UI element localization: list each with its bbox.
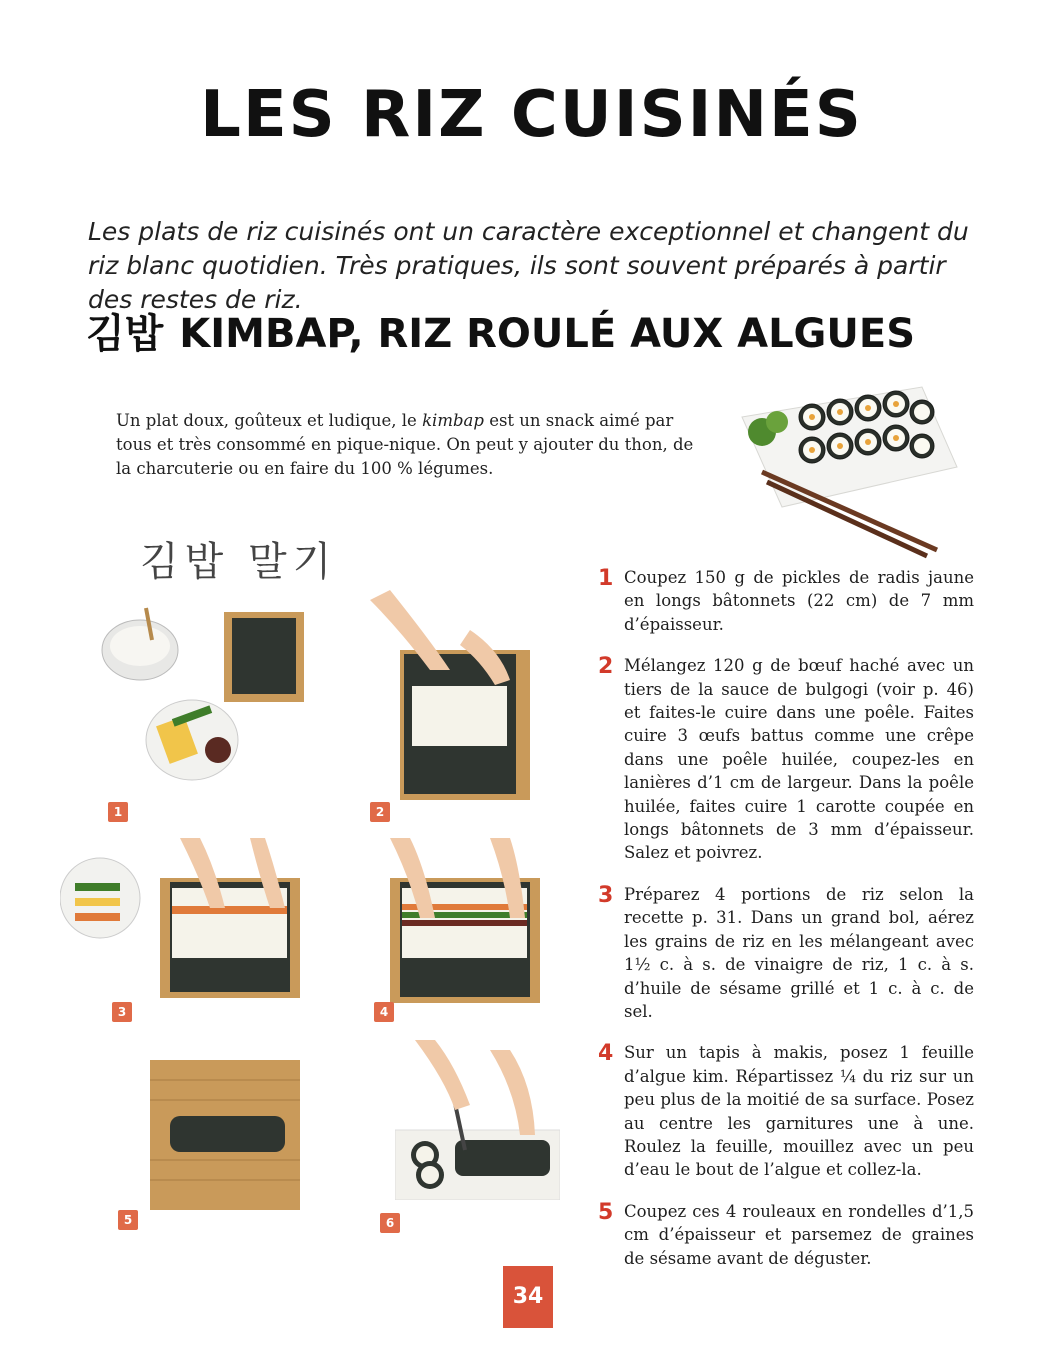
step-number: 3 [598, 882, 614, 908]
page-title: LES RIZ CUISINÉS [200, 78, 863, 152]
recipe-lead [116, 409, 696, 481]
recipe-step [598, 1200, 974, 1270]
step-text: Préparez 4 portions de riz selon la recette p. 31. Dans un grand bol, aérez les grains de riz en les mélangeant avec 1½ c. à s. de vinaigre de riz, 1 c. à s. d’huile de sésame grillé et 1 c. à c. de sel. [624, 884, 974, 1021]
recipe-step [598, 654, 974, 865]
page-number: 34 [503, 1266, 553, 1328]
recipe-title [86, 302, 986, 359]
recipe-title-korean: 김밥 [86, 311, 164, 357]
step-text: Coupez 150 g de pickles de radis jaune en longs bâtonnets (22 cm) de 7 mm d’épaisseur. [624, 568, 974, 634]
seaweed-sheet-illustration [224, 612, 304, 702]
recipe-step [598, 1041, 974, 1181]
intro-text: Les plats de riz cuisinés ont un caractère exceptionnel et changent du riz blanc quotidien. Très pratiques, ils sont souvent préparés à partir des restes de riz. [88, 217, 969, 314]
step-text: Coupez ces 4 rouleaux en rondelles d’1,5 cm d’épaisseur et parsemez de graines de sésame avant de déguster. [624, 1201, 974, 1268]
ingredients-illustration [100, 600, 240, 800]
step-badge-4: 4 [374, 1002, 394, 1022]
step-text: Sur un tapis à makis, posez 1 feuille d’algue kim. Répartissez ¼ du riz sur un peu plus de la moitié de sa surface. Posez au centre les garnitures une à une. Roulez la feuille, mouillez avec un peu d’eau le bout de l’algue et collez-la. [624, 1043, 974, 1180]
adding-fillings-illustration [60, 838, 300, 1008]
step-number: 4 [598, 1041, 614, 1067]
step-badge-3: 3 [112, 1002, 132, 1022]
step-number: 1 [598, 566, 614, 591]
step-badge-6: 6 [380, 1213, 400, 1233]
recipe-step [598, 883, 974, 1023]
lead-emphasis: kimbap [422, 410, 484, 430]
lead-text-2: est un snack aimé par tous et très consommé en pique-nique. On peut y ajouter du thon, de la charcuterie ou en faire du 100 % légumes. [116, 410, 694, 478]
slicing-illustration [395, 1040, 560, 1200]
step-badge-5: 5 [118, 1210, 138, 1230]
step-text: Mélangez 120 g de bœuf haché avec un tiers de la sauce de bulgogi (voir p. 46) et faites-le cuire dans une poêle. Faites cuire 3 œufs battus comme une crêpe dans une poêle huilée, coupez-les en lanières d’1 cm de largeur. Dans la poêle huilée, faites cuire 1 carotte coupée en longs bâtonnets de 3 mm d’épaisseur. Salez et poivrez. [624, 656, 974, 863]
recipe-steps [598, 566, 974, 1288]
lead-text-1: Un plat doux, goûteux et ludique, le [116, 410, 423, 430]
rolled-kimbap-illustration [150, 1060, 300, 1210]
rolling-illustration [370, 838, 540, 1008]
step-number: 2 [598, 654, 614, 680]
recipe-step [598, 566, 974, 636]
recipe-title-french: KIMBAP, RIZ ROULÉ AUX ALGUES [179, 311, 916, 357]
rolling-caption-korean: 김밥 말기 [140, 539, 338, 585]
step-badge-2: 2 [370, 802, 390, 822]
spreading-rice-illustration [360, 590, 530, 800]
step-badge-1: 1 [108, 802, 128, 822]
kimbap-plate-illustration [722, 372, 962, 562]
step-number: 5 [598, 1199, 614, 1225]
